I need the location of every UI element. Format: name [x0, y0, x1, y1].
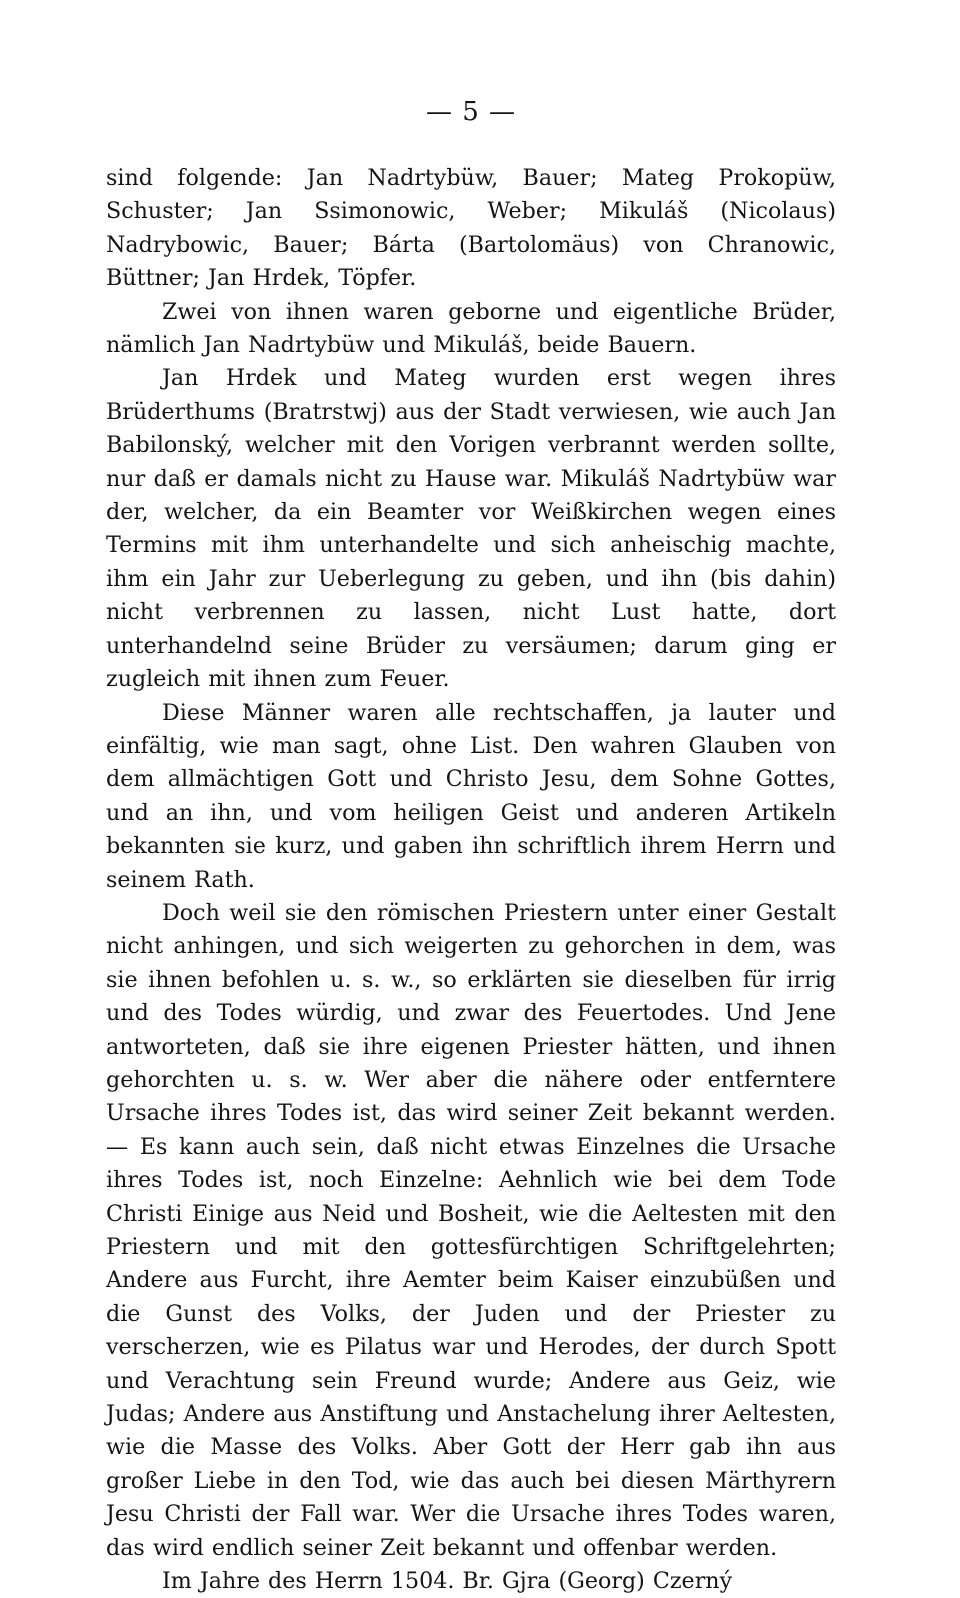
paragraph-4: Diese Männer waren alle rechtschaffen, ja lauter und einfältig, wie man sagt, ohne List. Den wahren Glauben von dem allmächtigen Gott und Christo Jesu, dem Sohne Gottes, und an ihn, und vom heiligen Geist und anderen Artikeln bekannten sie kurz, und gaben ihn schriftlich ihrem Herrn und seinem Rath.	[106, 699, 836, 893]
paragraph-1: sind folgende: Jan Nadrtybüw, Bauer; Mateg Prokopüw, Schuster; Jan Ssimonowic, Weber; Mikuláš (Nicolaus) Nadrybowic, Bauer; Bárta (Bartolomäus) von Chranowic, Büttner; Jan Hrdek, Töpfer.	[106, 165, 836, 292]
page-number: — 5 —	[425, 97, 517, 127]
paragraph-2: Zwei von ihnen waren geborne und eigentliche Brüder, nämlich Jan Nadrtybüw und Mikuláš, beide Bauern.	[106, 298, 836, 359]
paragraph-5: Doch weil sie den römischen Priestern unter einer Gestalt nicht anhingen, und sich weigerten zu gehorchen in dem, was sie ihnen befohlen u. s. w., so erklärten sie dieselben für irrig und des Todes würdig, und zwar des Feuertodes. Und Jene antworteten, daß sie ihre eigenen Priester hätten, und ihnen gehorchten u. s. w. Wer aber die nähere oder entferntere Ursache ihres Todes ist, das wird seiner Zeit bekannt werden. — Es kann auch sein, daß nicht etwas Einzelnes die Ursache ihres Todes ist, noch Einzelne: Aehnlich wie bei dem Tode Christi Einige aus Neid und Bosheit, wie die Aeltesten mit den Priestern und mit den gottesfürchtigen Schriftgelehrten; Andere aus Furcht, ihre Aemter beim Kaiser einzubüßen und die Gunst des Volks, der Juden und der Priester zu verscherzen, wie es Pilatus war und Herodes, der durch Spott und Verachtung sein Freund wurde; Andere aus Geiz, wie Judas; Andere aus Anstiftung und Anstachelung ihrer Aeltesten, wie die Masse des Volks. Aber Gott der Herr gab ihn aus großer Liebe in den Tod, wie das auch bei diesen Märthyrern Jesu Christi der Fall war. Wer die Ursache ihres Todes waren, das wird endlich seiner Zeit bekannt und offenbar werden.	[106, 899, 836, 1561]
paragraph-3: Jan Hrdek und Mateg wurden erst wegen ihres Brüderthums (Bratrstwj) aus der Stadt verwiesen, wie auch Jan Babilonský, welcher mit den Vorigen verbrannt werden sollte, nur daß er damals nicht zu Hause war. Mikuláš Nadrtybüw war der, welcher, da ein Beamter vor Weißkirchen wegen eines Termins mit ihm unterhandelte und sich anheischig machte, ihm ein Jahr zur Ueberlegung zu geben, und ihn (bis dahin) nicht verbrennen zu lassen, nicht Lust hatte, dort unterhandelnd seine Brüder zu versäumen; darum ging er zugleich mit ihnen zum Feuer.	[106, 365, 836, 693]
closing-line: Im Jahre des Herrn 1504. Br. Gjra (Georg) Czerný	[162, 1568, 733, 1595]
text-body	[106, 162, 836, 1598]
